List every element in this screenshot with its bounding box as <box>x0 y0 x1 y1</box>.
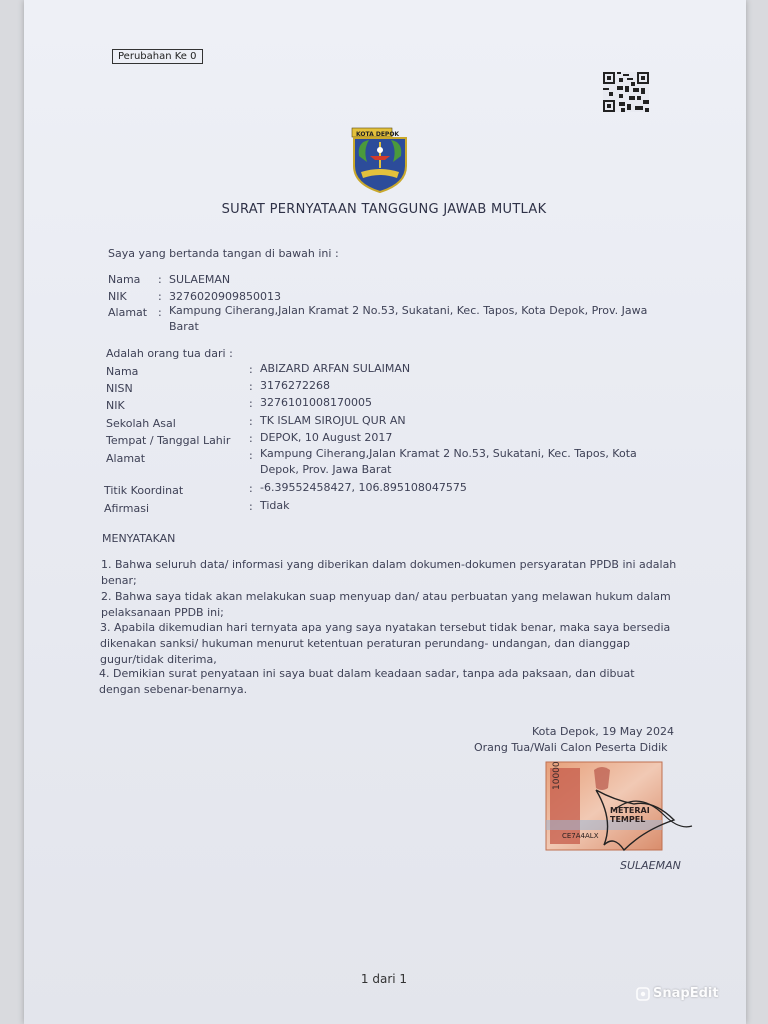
child-affirmation: Tidak <box>260 499 290 512</box>
separator: : <box>249 415 253 428</box>
separator: : <box>249 482 253 495</box>
declaration-heading: MENYATAKAN <box>102 532 176 545</box>
child-birth: DEPOK, 10 August 2017 <box>260 431 393 444</box>
separator: : <box>158 290 162 303</box>
child-nisn: 3176272268 <box>260 379 330 392</box>
revision-box: Perubahan Ke 0 <box>112 49 203 64</box>
child-coordinate: -6.39552458427, 106.895108047575 <box>260 481 467 494</box>
signer-role: Orang Tua/Wali Calon Peserta Didik <box>474 741 668 754</box>
child-name-label: Nama <box>106 365 139 378</box>
stamp-amount: 10000 <box>552 761 562 790</box>
parent-address-label: Alamat <box>108 306 148 319</box>
separator: : <box>249 500 253 513</box>
parent-name: SULAEMAN <box>169 273 231 286</box>
child-coordinate-label: Titik Koordinat <box>104 484 184 497</box>
separator: : <box>249 449 253 462</box>
separator: : <box>249 397 253 410</box>
statement-1: 1. Bahwa seluruh data/ informasi yang diberikan dalam dokumen-dokumen persyaratan PPDB ini adalah benar; <box>101 558 677 587</box>
signer-name: SULAEMAN <box>620 859 681 872</box>
child-address-line2: Depok, Prov. Jawa Barat <box>260 463 392 476</box>
stamp-label: METERAI TEMPEL <box>610 806 650 824</box>
child-nik-label: NIK <box>106 399 125 412</box>
page-number: 1 dari 1 <box>360 972 408 986</box>
child-affirmation-label: Afirmasi <box>104 502 150 515</box>
parent-address-line1: Kampung Ciherang,Jalan Kramat 2 No.53, Sukatani, Kec. Tapos, Kota Depok, Prov. Jawa <box>169 304 648 317</box>
child-name: ABIZARD ARFAN SULAIMAN <box>260 362 411 375</box>
child-birth-label: Tempat / Tanggal Lahir <box>106 434 231 447</box>
watermark-text: SnapEdit <box>653 986 719 1001</box>
child-address-label: Alamat <box>106 452 146 465</box>
snapedit-watermark <box>636 986 719 1001</box>
stamp-code: CE7A4ALX <box>562 832 599 840</box>
separator: : <box>249 432 253 445</box>
parent-name-label: Nama <box>108 273 141 286</box>
child-school: TK ISLAM SIROJUL QUR AN <box>260 414 406 427</box>
snapedit-logo-icon <box>636 987 650 1001</box>
document-title: SURAT PERNYATAAN TANGGUNG JAWAB MUTLAK <box>221 202 547 217</box>
parent-nik: 3276020909850013 <box>169 290 281 303</box>
parent-address-line2: Barat <box>169 320 199 333</box>
statement-4: 4. Demikian surat penyataan ini saya buat dalam keadaan sadar, tanpa ada paksaan, dan dibuat dengan sebenar-benarnya. <box>99 667 635 696</box>
child-address-line1: Kampung Ciherang,Jalan Kramat 2 No.53, Sukatani, Kec. Tapos, Kota <box>260 447 637 460</box>
child-intro-text: Adalah orang tua dari : <box>106 347 233 360</box>
logo-label: KOTA DEPOK <box>356 131 400 138</box>
place-date: Kota Depok, 19 May 2024 <box>532 725 674 738</box>
separator: : <box>249 380 253 393</box>
child-nisn-label: NISN <box>106 382 133 395</box>
qr-code-icon <box>603 72 649 112</box>
child-school-label: Sekolah Asal <box>106 417 176 430</box>
parent-nik-label: NIK <box>108 290 127 303</box>
separator: : <box>249 363 253 376</box>
statement-3: 3. Apabila dikemudian hari ternyata apa yang saya nyatakan tersebut tidak benar, maka saya bersedia dikenakan sanksi/ hukuman menurut ketentuan peraturan perundang- undangan, dan dianggap gugur/tidak diterima, <box>100 621 671 666</box>
child-nik: 3276101008170005 <box>260 396 372 409</box>
separator: : <box>158 306 162 319</box>
statement-2: 2. Bahwa saya tidak akan melakukan suap menyuap dan/ atau perbuatan yang melawan hukum dalam pelaksanaan PPDB ini; <box>101 590 671 619</box>
separator: : <box>158 273 162 286</box>
intro-text: Saya yang bertanda tangan di bawah ini : <box>108 247 339 260</box>
